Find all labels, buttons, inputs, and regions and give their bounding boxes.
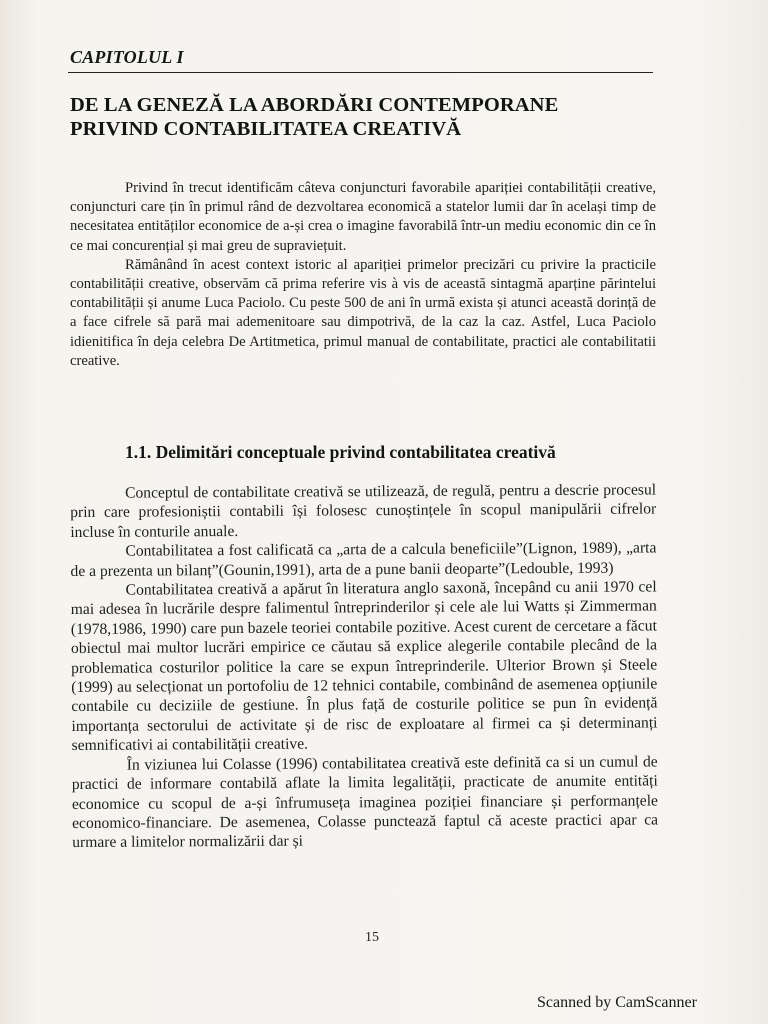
paragraph: Privind în trecut identificăm câteva conjuncturi favorabile apariției contabilității creative, conjuncturi care țin în primul rând de dezvoltarea economică a statelor lumii dar în același timp de necesitatea entităților economice de a-și crea o imagine favorabilă într-un mediu economic din ce în ce mai concurențial și mai greu de supraviețuit. <box>70 180 656 254</box>
paragraph: Rămânând în acest context istoric al apariției primelor precizări cu privire la practicile contabilității creative, observăm că prima referire vis à vis de această sintagmă aparține părintelui contabilității și anume Luca Paciolo. Cu peste 500 de ani în urmă exista și atunci această dorință de a face cifrele să pară mai ademenitoare sau dimpotrivă, de la caz la caz. Astfel, Luca Paciolo idienitifica în deja celebra De Artitmetica, primul manual de contabilitate, practici ale contabilitatii creative. <box>70 256 656 369</box>
page-number: 15 <box>365 930 379 945</box>
scanner-watermark: Scanned by CamScanner <box>537 994 697 1011</box>
chapter-divider <box>68 72 653 73</box>
paragraph: Contabilitatea creativă a apărut în literatura anglo saxonă, începând cu anii 1970 cel mai adesea în lucrările despre falimentul întreprinderilor și cele ale lui Watts și Zimmerman (1978,1986, 1990) care pun bazele teoriei contabile pozitive. Acest curent de cercetare a făcut obiectul mai multor lucrări empirice ce căutau să explice alegerile contabile plecând de la problematica costurilor politice la care se expun întreprinderile. Ulterior Brown și Steele (1999) au selecționat un portofoliu de 12 tehnici contabile, combinând de asemenea opțiunile contabile cu deciziile de gestiune. În plus față de costurile politice se pun în evidență importanța sectorului de activitate și de risc de exploatare al firmei ca și determinanți semnificativi ai contabilității creative. <box>70 578 658 755</box>
paragraph: În viziunea lui Colasse (1996) contabilitatea creativă este definită ca si un cumul de practici de informare contabilă aflate la limita legalității, practicate de anumite entități economice cu scopul de a-și înfrumuseța imaginea poziției financiare și performanțele economico-financiare. De asemenea, Colasse punctează faptul că aceste practici apar ca urmare a limitelor normalizării dar și <box>71 753 659 852</box>
paragraph: Contabilitatea a fost calificată ca „arta de a calcula beneficiile”(Lignon, 1989), „arta de a prezenta un bilanț”(Gounin,1991), arta de a pune banii deoparte”(Ledouble, 1993) <box>70 539 657 580</box>
section-heading: 1.1. Delimitări conceptuale privind contabilitatea creativă <box>125 442 556 462</box>
section-text <box>70 480 658 852</box>
paragraph: Conceptul de contabilitate creativă se utilizează, de regulă, pentru a descrie procesul prin care profesioniștii contabili își folosesc cunoștințele în scopul manipulării cifrelor incluse în conturile anuale. <box>70 481 657 541</box>
chapter-title <box>70 93 660 141</box>
chapter-label: CAPITOLUL I <box>70 47 184 67</box>
chapter-title-line-2: PRIVIND CONTABILITATEA CREATIVĂ <box>70 118 462 140</box>
intro-text <box>70 179 656 371</box>
chapter-title-line-1: DE LA GENEZĂ LA ABORDĂRI CONTEMPORANE <box>70 94 559 116</box>
